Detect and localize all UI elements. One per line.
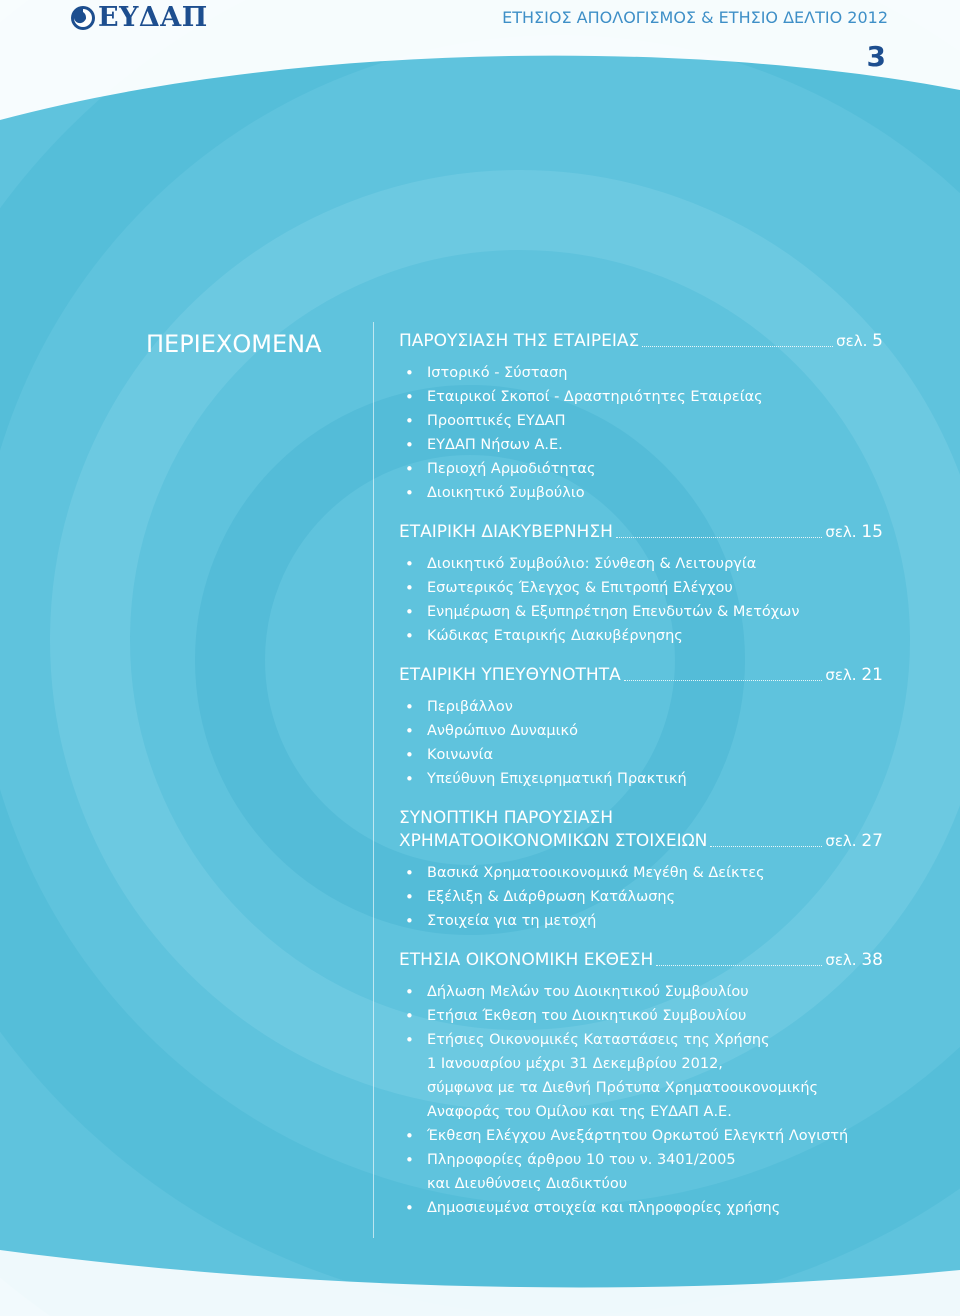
list-item: • Εξέλιξη & Διάρθρωση Κατάλωσης (399, 885, 883, 909)
section-header[interactable] (399, 949, 883, 972)
eydap-logo (70, 2, 208, 33)
page-reference: σελ. 15 (825, 522, 883, 542)
list-item-continuation: και Διευθύνσεις Διαδικτύου (427, 1176, 628, 1192)
list-item: • Περιβάλλον (399, 695, 883, 719)
section-items (399, 552, 883, 648)
list-item: • Ανθρώπινο Δυναμικό (399, 719, 883, 743)
leader-dots (616, 537, 822, 538)
toc-heading: ΠΕΡΙΕΧΟΜΕΝΑ (146, 330, 322, 358)
section-title-line: ΣΥΝΟΠΤΙΚΗ ΠΑΡΟΥΣΙΑΣΗ (399, 808, 614, 828)
section-title: ΠΑΡΟΥΣΙΑΣΗ ΤΗΣ ΕΤΑΙΡΕΙΑΣ (399, 331, 640, 351)
list-item: • Εσωτερικός Έλεγχος & Επιτροπή Ελέγχου (399, 576, 883, 600)
list-item: • Πληροφορίες άρθρου 10 του ν. 3401/2005 (399, 1148, 883, 1172)
leader-dots (710, 846, 822, 847)
leader-dots (624, 680, 823, 681)
swirl-logo-icon (70, 5, 96, 31)
list-item: • Στοιχεία για τη μετοχή (399, 909, 883, 933)
section-items (399, 980, 883, 1220)
section-header[interactable] (399, 330, 883, 353)
page-reference: σελ. 27 (825, 831, 883, 851)
list-item: • Κώδικας Εταιρικής Διακυβέρνησης (399, 624, 883, 648)
toc-section[interactable] (399, 949, 883, 1220)
section-items (399, 861, 883, 933)
section-title: ΕΤΑΙΡΙΚΗ ΔΙΑΚΥΒΕΡΝΗΣΗ (399, 522, 613, 542)
list-item: • Ετήσιες Οικονομικές Καταστάσεις της Χρήσης (399, 1028, 883, 1052)
page-reference: σελ. 21 (825, 665, 883, 685)
list-item: • ΕΥΔΑΠ Νήσων Α.Ε. (399, 433, 883, 457)
list-item-continuation: 1 Ιανουαρίου μέχρι 31 Δεκεμβρίου 2012, (427, 1056, 723, 1072)
list-item: • Δημοσιευμένα στοιχεία και πληροφορίες χρήσης (399, 1196, 883, 1220)
list-item: • Ιστορικό - Σύσταση (399, 361, 883, 385)
logo-text: ΕΥΔΑΠ (98, 2, 208, 33)
section-items (399, 695, 883, 791)
section-title: ΕΤΑΙΡΙΚΗ ΥΠΕΥΘΥΝΟΤΗΤΑ (399, 665, 621, 685)
toc-section[interactable] (399, 330, 883, 505)
page-number: 3 (866, 40, 886, 73)
section-title-line: ΧΡΗΜΑΤΟΟΙΚΟΝΟΜΙΚΩΝ ΣΤΟΙΧΕΙΩΝ (399, 831, 708, 851)
toc-section[interactable] (399, 664, 883, 791)
vertical-divider (373, 322, 374, 1238)
list-item: • Δήλωση Μελών του Διοικητικού Συμβουλίου (399, 980, 883, 1004)
leader-dots (656, 965, 822, 966)
table-of-contents (399, 330, 883, 1236)
list-item: • Διοικητικό Συμβούλιο (399, 481, 883, 505)
toc-section[interactable] (399, 807, 883, 933)
section-items (399, 361, 883, 505)
list-item: • Ετήσια Έκθεση του Διοικητικού Συμβουλίου (399, 1004, 883, 1028)
section-title (399, 807, 707, 853)
section-header[interactable] (399, 807, 883, 853)
list-item: • Περιοχή Αρμοδιότητας (399, 457, 883, 481)
section-title: ΕΤΗΣΙΑ ΟΙΚΟΝΟΜΙΚΗ ΕΚΘΕΣΗ (399, 950, 654, 970)
list-item: • Διοικητικό Συμβούλιο: Σύνθεση & Λειτουργία (399, 552, 883, 576)
list-item: • Εταιρικοί Σκοποί - Δραστηριότητες Εταιρείας (399, 385, 883, 409)
list-item: • Βασικά Χρηματοοικονομικά Μεγέθη & Δείκτες (399, 861, 883, 885)
list-item-continuation: σύμφωνα με τα Διεθνή Πρότυπα Χρηματοοικονομικής (427, 1080, 819, 1096)
section-header[interactable] (399, 521, 883, 544)
list-item-continuation: Αναφοράς του Ομίλου και της ΕΥΔΑΠ Α.Ε. (427, 1104, 732, 1120)
toc-section[interactable] (399, 521, 883, 648)
list-item: • Προοπτικές ΕΥΔΑΠ (399, 409, 883, 433)
list-item: • Έκθεση Ελέγχου Ανεξάρτητου Ορκωτού Ελεγκτή Λογιστή (399, 1124, 883, 1148)
page-reference: σελ. 5 (836, 331, 883, 351)
leader-dots (642, 346, 833, 347)
list-item: • Κοινωνία (399, 743, 883, 767)
report-title: ΕΤΗΣΙΟΣ ΑΠΟΛΟΓΙΣΜΟΣ & ΕΤΗΣΙΟ ΔΕΛΤΙΟ 2012 (502, 8, 888, 27)
list-item: • Υπεύθυνη Επιχειρηματική Πρακτική (399, 767, 883, 791)
section-header[interactable] (399, 664, 883, 687)
page-reference: σελ. 38 (825, 950, 883, 970)
list-item: • Ενημέρωση & Εξυπηρέτηση Επενδυτών & Μετόχων (399, 600, 883, 624)
